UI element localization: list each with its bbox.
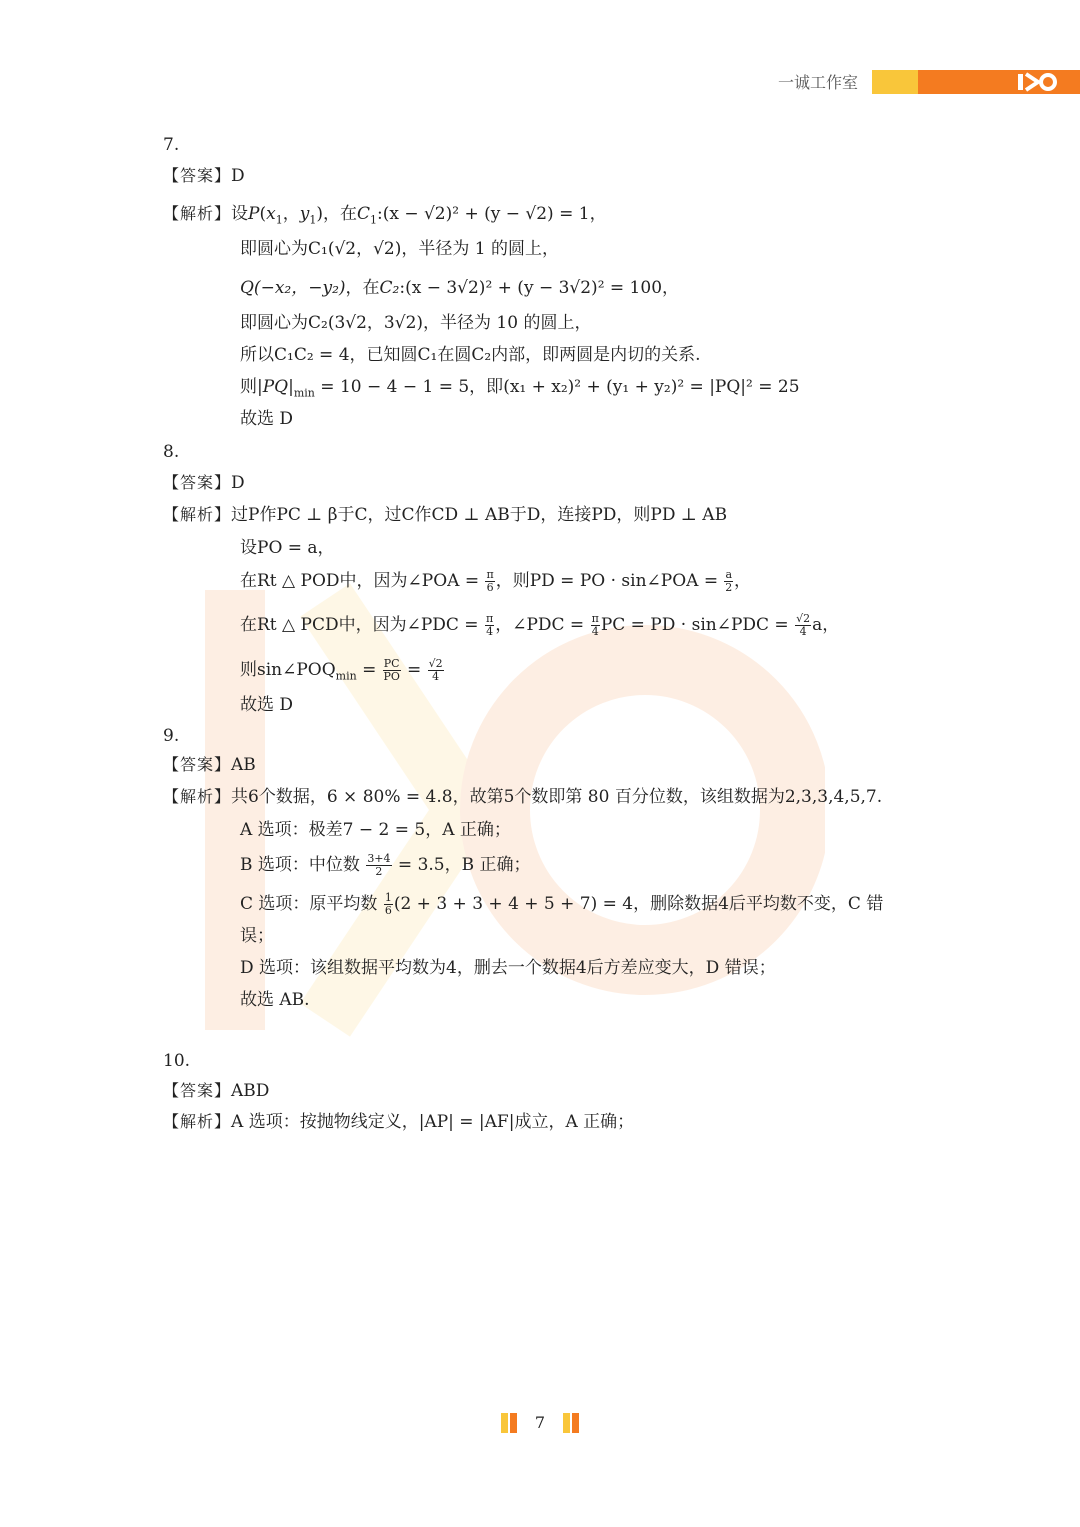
q10-answer-line <box>163 1078 269 1104</box>
q7-analysis-line-1: 【解析】设$P(x_1$，$y_1$)，在$C_1:(x - √2)^2 + (y - √2) = 1$， <box>163 204 607 227</box>
math-c2: C₂ <box>379 278 400 298</box>
q9-answer: AB <box>231 755 256 775</box>
q8-answer-line <box>163 470 245 496</box>
frac-den: 4 <box>799 625 807 638</box>
q7-text: = 25 <box>752 377 800 397</box>
fraction-pi-4b <box>591 613 600 638</box>
page-number: 7 <box>534 1413 546 1432</box>
q7-answer-line <box>163 163 245 189</box>
q10-answer: ABD <box>231 1081 270 1101</box>
q7-number: 7. <box>163 135 180 155</box>
math-y1: y <box>299 204 310 224</box>
analysis-label: 【解析】 <box>163 1112 232 1131</box>
fraction-r2-4 <box>795 613 811 638</box>
q9-text: C 选项：原平均数 <box>240 894 378 914</box>
answer-label: 【答案】 <box>163 1081 232 1100</box>
fraction-median <box>366 853 391 878</box>
circle1-equation: :(x − √2)² + (y − √2) = 1 <box>376 204 590 224</box>
fraction-1-6 <box>384 892 393 917</box>
frac-num: PC <box>383 657 400 670</box>
q7-text: ， <box>662 278 680 298</box>
q8-number: 8. <box>163 442 180 462</box>
fraction-pi-4 <box>485 613 494 638</box>
math-sum: (x₁ + x₂)² + (y₁ + y₂)² = |PQ|² <box>503 377 753 397</box>
studio-logo-icon <box>1016 72 1060 92</box>
footer-bar-right-yellow <box>563 1413 570 1433</box>
frac-den: 4 <box>432 670 440 683</box>
q9-analysis-line-3 <box>240 852 531 878</box>
q8-answer: D <box>231 473 245 493</box>
frac-num: √2 <box>428 657 443 670</box>
q9-text: B 选项：中位数 <box>240 855 360 875</box>
q8-text: 在Rt △ POD中，因为∠POA = <box>240 571 480 591</box>
q8-text: = <box>401 660 422 680</box>
q8-text: 过P作PC ⊥ β于C，过C作CD ⊥ AB于D，连接PD，则PD ⊥ AB <box>231 505 728 525</box>
q8-text: ，∠PDC = <box>495 615 585 635</box>
frac-den: 2 <box>725 581 733 594</box>
q8-text: 在Rt △ PCD中，因为∠PDC = <box>240 615 479 635</box>
frac-den: 4 <box>591 625 599 638</box>
fraction-a-2 <box>724 569 733 594</box>
frac-num: √2 <box>796 612 811 625</box>
q8-text: = <box>356 660 377 680</box>
q10-text: A 选项：按抛物线定义，|AP| = |AF|成立，A 正确； <box>231 1112 635 1132</box>
frac-num: π <box>486 568 494 581</box>
frac-num: π <box>591 612 599 625</box>
q9-text: (2 + 3 + 3 + 4 + 5 + 7) = 4，删除数据4后平均数不变，C 错 <box>393 894 884 914</box>
q9-number: 9. <box>163 726 180 746</box>
q8-conclusion: 故选 D <box>240 695 294 715</box>
q9-analysis-line-5: 误； <box>240 926 274 946</box>
footer-bar-left-orange <box>510 1413 517 1433</box>
q8-text: a， <box>812 615 840 635</box>
q7-text: = 10 − 4 − 1 = 5，即 <box>314 377 504 397</box>
q9-answer-line <box>163 752 256 778</box>
header-yellow-bar <box>872 70 918 94</box>
math-p: P <box>248 204 260 224</box>
footer-bar-right-orange <box>572 1413 579 1433</box>
q8-analysis-line-1 <box>163 502 727 528</box>
q9-analysis-line-1 <box>163 784 882 810</box>
q8-text: 则sin∠POQ <box>240 660 336 680</box>
q8-analysis-line-4 <box>240 612 839 638</box>
answer-label: 【答案】 <box>163 166 232 185</box>
analysis-label: 【解析】 <box>163 204 232 223</box>
q7-analysis-line-6 <box>240 374 800 406</box>
answer-label: 【答案】 <box>163 755 232 774</box>
math-x1: x <box>266 204 276 224</box>
header-title: 一诚工作室 <box>778 73 859 92</box>
frac-num: 3+4 <box>367 852 391 865</box>
sub-1c: 1 <box>369 213 377 227</box>
frac-den: 6 <box>486 581 494 594</box>
frac-num: 1 <box>384 891 392 904</box>
q10-analysis-line-1 <box>163 1109 634 1135</box>
frac-den: 6 <box>384 904 392 917</box>
q8-text: ， <box>734 571 752 591</box>
q8-analysis-line-2: 设PO = a， <box>240 538 335 558</box>
q7-answer: D <box>231 166 245 186</box>
analysis-label: 【解析】 <box>163 787 232 806</box>
math-q: Q(−x₂，−y₂) <box>240 278 346 298</box>
q7-text: 设 <box>231 204 249 224</box>
frac-num: π <box>485 612 494 625</box>
q10-number: 10. <box>163 1051 191 1071</box>
sub-min: min <box>293 386 315 400</box>
math-pq: |PQ| <box>257 377 294 397</box>
analysis-label: 【解析】 <box>163 505 232 524</box>
fraction-pc-po <box>383 658 401 683</box>
q7-text: ，在 <box>322 204 357 224</box>
q7-analysis-line-2: 即圆心为C₁(√2，√2)，半径为 1 的圆上， <box>240 239 560 259</box>
q9-analysis-line-6: D 选项：该组数据平均数为4，删去一个数据4后方差应变大，D 错误； <box>240 958 776 978</box>
sub-min: min <box>335 669 357 683</box>
q7-analysis-line-4: 即圆心为C₂(3√2，3√2)，半径为 10 的圆上， <box>240 313 592 333</box>
frac-den: 4 <box>486 625 494 638</box>
q7-analysis-line-3 <box>240 275 679 301</box>
q8-text: PC = PD · sin∠PDC = <box>600 615 789 635</box>
q7-analysis-line-5: 所以C₁C₂ = 4，已知圆C₁在圆C₂内部，即两圆是内切的关系. <box>240 345 701 365</box>
q9-text: 共6个数据，6 × 80% = 4.8，故第5个数即第 80 百分位数，该组数据为2,3,3,4,5,7. <box>231 787 883 807</box>
q7-conclusion: 故选 D <box>240 409 294 429</box>
page-footer <box>0 1413 1080 1437</box>
q9-analysis-line-4 <box>240 891 883 917</box>
q8-text: ，则PD = PO · sin∠POA = <box>495 571 719 591</box>
q9-text: = 3.5，B 正确； <box>392 855 531 875</box>
q7-text: ，在 <box>345 278 380 298</box>
footer-bar-left-yellow <box>501 1413 508 1433</box>
q9-conclusion: 故选 AB. <box>240 990 310 1010</box>
fraction-pi-6 <box>485 569 494 594</box>
frac-den: 2 <box>375 865 383 878</box>
circle2-equation: :(x − 3√2)² + (y − 3√2)² = 100 <box>399 278 663 298</box>
fraction-r2-4b <box>428 658 444 683</box>
math-c1: C <box>356 204 370 224</box>
q8-analysis-line-3 <box>240 568 751 594</box>
answer-label: 【答案】 <box>163 473 232 492</box>
sub-1: 1 <box>275 213 283 227</box>
q9-analysis-line-2: A 选项：极差7 − 2 = 5，A 正确； <box>240 820 511 840</box>
frac-num: a <box>725 568 733 581</box>
frac-den: PO <box>383 670 400 683</box>
q7-text: ， <box>589 204 607 224</box>
q7-text: 则 <box>240 377 257 397</box>
q8-analysis-line-5 <box>240 657 445 689</box>
sub-1b: 1 <box>309 213 317 227</box>
